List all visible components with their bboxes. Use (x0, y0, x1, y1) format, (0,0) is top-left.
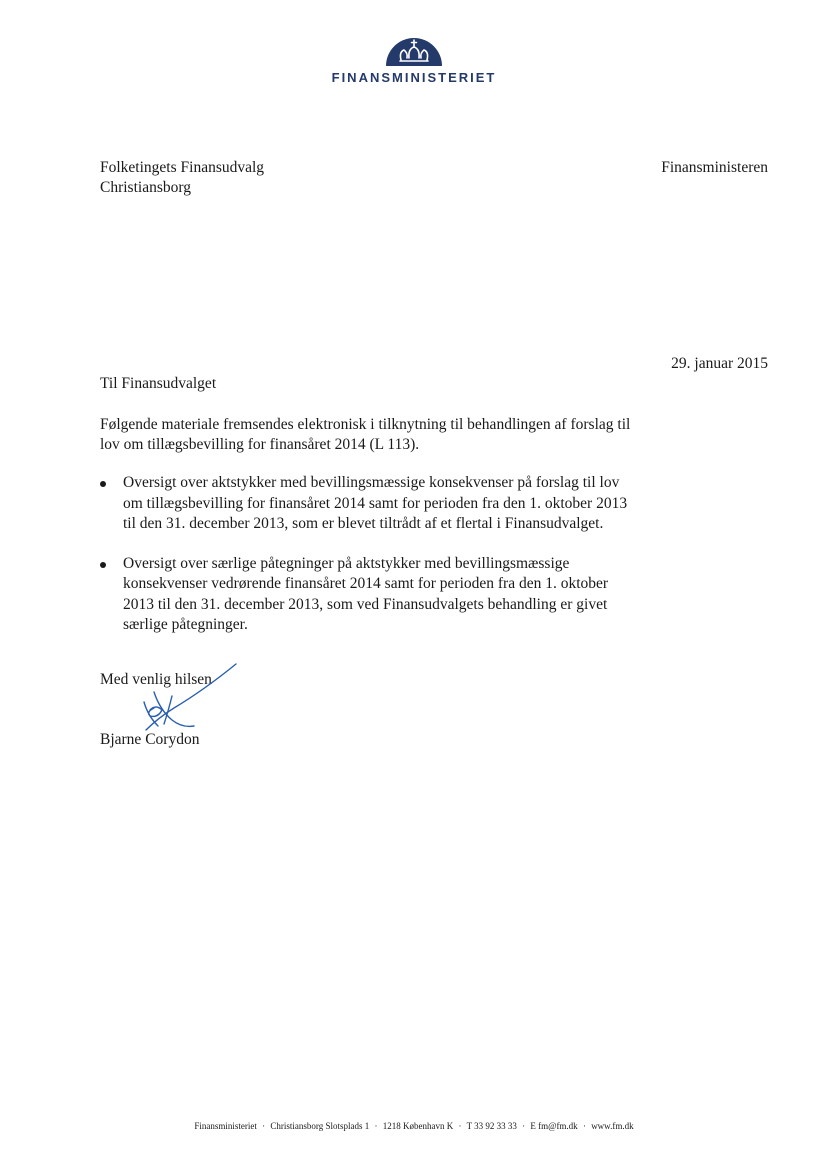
footer-separator: · (374, 1121, 378, 1131)
recipient-line-2: Christiansborg (100, 179, 191, 196)
footer-email: E fm@fm.dk (530, 1121, 578, 1131)
crown-emblem-icon (384, 34, 444, 68)
footer-separator: · (458, 1121, 462, 1131)
footer-phone: T 33 92 33 33 (466, 1121, 517, 1131)
intro-paragraph: Følgende materiale fremsendes elektronisk i tilknytning til behandlingen af forslag til lov om tillægsbevilling for finansåret 2014 (L 113). (100, 416, 631, 453)
list-item-text: Oversigt over særlige påtegninger på aktstykker med bevillingsmæssige konsekvenser vedrørende finansåret 2014 samt for perioden fra den 1. oktober 2013 til den 31. december 2013, som ved Finansudvalgets behandling er givet særlige påtegninger. (123, 554, 609, 633)
footer-separator: · (522, 1121, 526, 1131)
letter-date: 29. januar 2015 (671, 355, 768, 372)
closing-phrase: Med venlig hilsen (100, 671, 212, 688)
footer-separator: · (262, 1121, 266, 1131)
footer-address: Christiansborg Slotsplads 1 (270, 1121, 370, 1131)
signer-name: Bjarne Corydon (100, 731, 200, 748)
footer-postal: 1218 København K (382, 1121, 454, 1131)
page-footer (0, 1121, 828, 1131)
bullet-icon (100, 481, 106, 487)
sender-title: Finansministeren (661, 159, 768, 176)
bullet-list (100, 473, 640, 655)
ministry-wordmark: FINANSMINISTERIET (331, 70, 497, 85)
bullet-icon (100, 562, 106, 568)
recipient-line-1: Folketingets Finansudvalg (100, 159, 265, 176)
salutation: Til Finansudvalget (100, 375, 217, 392)
list-item (100, 473, 640, 535)
recipient-address (100, 158, 264, 198)
handwritten-signature-icon (124, 660, 254, 740)
list-item-text: Oversigt over aktstykker med bevillingsmæssige konsekvenser på forslag til lov om tillægsbevilling for finansåret 2014 samt for perioden fra den 1. oktober 2013 til den 31. december 2013, som er blevet tiltrådt af et flertal i Finansudvalget. (123, 474, 628, 532)
footer-org: Finansministeriet (194, 1121, 257, 1131)
footer-web: www.fm.dk (591, 1121, 634, 1131)
list-item (100, 554, 640, 636)
ministry-logo (0, 34, 828, 85)
footer-separator: · (582, 1121, 586, 1131)
